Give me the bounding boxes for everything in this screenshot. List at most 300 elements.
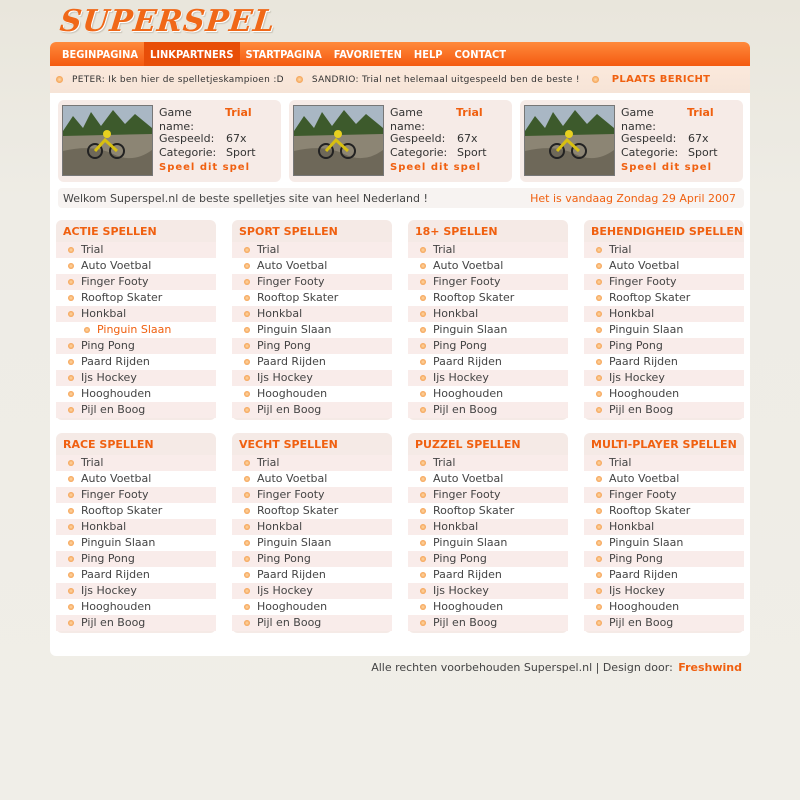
game-link[interactable]: Finger Footy bbox=[433, 488, 501, 501]
category-title[interactable]: 18+ SPELLEN bbox=[415, 225, 498, 238]
bullet-icon bbox=[244, 460, 250, 466]
game-list-item[interactable] bbox=[232, 535, 392, 551]
play-game-link[interactable]: Speel dit spel bbox=[621, 162, 713, 173]
game-link[interactable]: Ijs Hockey bbox=[257, 371, 313, 384]
bullet-icon bbox=[68, 588, 74, 594]
game-list-item[interactable] bbox=[56, 370, 216, 386]
game-link[interactable]: Paard Rijden bbox=[433, 355, 502, 368]
bullet-icon bbox=[68, 343, 74, 349]
game-list-item[interactable] bbox=[56, 242, 216, 258]
game-link[interactable]: Ping Pong bbox=[81, 339, 135, 352]
game-link[interactable]: Pijl en Boog bbox=[257, 616, 322, 629]
nav-contact[interactable]: CONTACT bbox=[454, 48, 507, 61]
game-link[interactable]: Trial bbox=[609, 243, 632, 256]
game-list-item[interactable] bbox=[408, 503, 568, 519]
bullet-icon bbox=[244, 359, 250, 365]
game-link[interactable]: Honkbal bbox=[81, 307, 127, 320]
bullet-icon bbox=[596, 375, 602, 381]
game-thumbnail[interactable] bbox=[293, 105, 384, 176]
game-link[interactable]: Finger Footy bbox=[609, 275, 677, 288]
game-link[interactable]: Finger Footy bbox=[609, 488, 677, 501]
bullet-icon bbox=[68, 540, 74, 546]
game-link[interactable]: Auto Voetbal bbox=[609, 259, 680, 272]
bullet-icon bbox=[68, 492, 74, 498]
game-list-item[interactable] bbox=[584, 567, 744, 583]
game-link[interactable]: Paard Rijden bbox=[609, 355, 678, 368]
category-title[interactable]: MULTI-PLAYER SPELLEN bbox=[591, 438, 737, 451]
game-link[interactable]: Finger Footy bbox=[81, 488, 149, 501]
bullet-icon bbox=[244, 279, 250, 285]
date-text: Het is vandaag Zondag 29 April 2007 bbox=[530, 191, 736, 205]
game-link[interactable]: Pinguin Slaan bbox=[97, 323, 172, 336]
bullet-icon bbox=[596, 327, 602, 333]
bullet-icon bbox=[420, 311, 426, 317]
bullet-icon bbox=[420, 620, 426, 626]
game-list-item[interactable] bbox=[232, 322, 392, 338]
nav-beginpagina[interactable]: BEGINPAGINA bbox=[62, 48, 139, 61]
game-list-item[interactable] bbox=[56, 354, 216, 370]
welcome-text: Welkom Superspel.nl de beste spelletjes site van heel Nederland ! bbox=[63, 191, 428, 205]
game-link[interactable]: Honkbal bbox=[609, 520, 655, 533]
game-list bbox=[408, 455, 568, 633]
bullet-icon bbox=[420, 279, 426, 285]
game-link[interactable]: Pinguin Slaan bbox=[81, 536, 156, 549]
game-link[interactable]: Hooghouden bbox=[257, 600, 328, 613]
game-link[interactable]: Pijl en Boog bbox=[433, 403, 498, 416]
game-list-item[interactable] bbox=[232, 567, 392, 583]
game-list-item[interactable] bbox=[232, 354, 392, 370]
game-link[interactable]: Ijs Hockey bbox=[81, 584, 137, 597]
bullet-icon bbox=[420, 375, 426, 381]
game-list-item[interactable] bbox=[408, 258, 568, 274]
nav-favorieten[interactable]: FAVORIETEN bbox=[333, 48, 402, 61]
game-list-item[interactable] bbox=[408, 242, 568, 258]
game-link[interactable]: Hooghouden bbox=[81, 387, 152, 400]
game-list-item[interactable] bbox=[408, 290, 568, 306]
game-link[interactable]: Pijl en Boog bbox=[81, 403, 146, 416]
game-list-item[interactable] bbox=[56, 519, 216, 535]
game-name[interactable]: Trial bbox=[456, 106, 483, 119]
game-list-item[interactable] bbox=[584, 242, 744, 258]
nav-startpagina[interactable]: STARTPAGINA bbox=[245, 48, 322, 61]
game-list bbox=[56, 242, 216, 420]
game-link[interactable]: Paard Rijden bbox=[81, 355, 150, 368]
designer-link[interactable]: Freshwind bbox=[678, 661, 742, 674]
bullet-icon bbox=[596, 343, 602, 349]
game-link[interactable]: Ijs Hockey bbox=[433, 371, 489, 384]
game-thumbnail-image bbox=[63, 106, 152, 175]
game-link[interactable]: Ijs Hockey bbox=[257, 584, 313, 597]
game-list-item[interactable] bbox=[232, 615, 392, 631]
game-link[interactable]: Ping Pong bbox=[433, 339, 487, 352]
game-link[interactable]: Pijl en Boog bbox=[257, 403, 322, 416]
game-link[interactable]: Auto Voetbal bbox=[433, 259, 504, 272]
game-list-item[interactable] bbox=[584, 471, 744, 487]
game-list-item[interactable] bbox=[56, 567, 216, 583]
bullet-icon bbox=[420, 540, 426, 546]
game-list-item[interactable] bbox=[408, 487, 568, 503]
category-box bbox=[584, 220, 744, 420]
game-list-item[interactable] bbox=[232, 599, 392, 615]
game-list-item[interactable] bbox=[56, 402, 216, 418]
game-link[interactable]: Pijl en Boog bbox=[433, 616, 498, 629]
game-info bbox=[159, 106, 256, 173]
game-list-item[interactable] bbox=[408, 322, 568, 338]
game-list-item[interactable] bbox=[408, 615, 568, 631]
game-link[interactable]: Pinguin Slaan bbox=[609, 323, 684, 336]
game-list-item[interactable] bbox=[584, 599, 744, 615]
bullet-icon bbox=[68, 247, 74, 253]
game-link[interactable]: Rooftop Skater bbox=[81, 504, 163, 517]
bullet-icon bbox=[68, 556, 74, 562]
bullet-icon bbox=[596, 295, 602, 301]
game-link[interactable]: Paard Rijden bbox=[257, 568, 326, 581]
game-list-item[interactable] bbox=[232, 338, 392, 354]
game-link[interactable]: Trial bbox=[433, 456, 456, 469]
category-title[interactable]: RACE SPELLEN bbox=[63, 438, 154, 451]
game-list-item[interactable] bbox=[584, 370, 744, 386]
bullet-icon bbox=[420, 508, 426, 514]
bullet-icon bbox=[420, 343, 426, 349]
played-count: 67x bbox=[226, 132, 247, 145]
game-list-item[interactable] bbox=[56, 471, 216, 487]
footer-text: Alle rechten voorbehouden Superspel.nl | Design door: bbox=[371, 661, 673, 674]
game-link[interactable]: Ping Pong bbox=[257, 339, 311, 352]
game-list-item[interactable] bbox=[408, 599, 568, 615]
category-title[interactable]: ACTIE SPELLEN bbox=[63, 225, 157, 238]
category-box bbox=[232, 433, 392, 633]
game-name-label: Game name: bbox=[390, 106, 425, 133]
game-list-item[interactable] bbox=[584, 503, 744, 519]
game-list-item[interactable] bbox=[56, 551, 216, 567]
game-list-item[interactable] bbox=[232, 519, 392, 535]
game-list-item[interactable] bbox=[408, 455, 568, 471]
game-list-item[interactable] bbox=[584, 615, 744, 631]
category-title[interactable]: PUZZEL SPELLEN bbox=[415, 438, 521, 451]
game-list-item[interactable] bbox=[408, 551, 568, 567]
game-list-item[interactable] bbox=[584, 519, 744, 535]
bullet-icon bbox=[420, 359, 426, 365]
game-link[interactable]: Auto Voetbal bbox=[257, 472, 328, 485]
game-list bbox=[408, 242, 568, 420]
message-ticker bbox=[50, 66, 750, 94]
post-message-link[interactable]: PLAATS BERICHT bbox=[611, 74, 711, 85]
play-game-link[interactable]: Speel dit spel bbox=[390, 162, 482, 173]
bullet-icon bbox=[244, 391, 250, 397]
game-link[interactable]: Auto Voetbal bbox=[609, 472, 680, 485]
game-list-item[interactable] bbox=[232, 402, 392, 418]
game-list-item[interactable] bbox=[408, 535, 568, 551]
bullet-icon bbox=[420, 604, 426, 610]
game-list-item[interactable] bbox=[232, 386, 392, 402]
game-list-item[interactable] bbox=[56, 503, 216, 519]
game-link[interactable]: Pijl en Boog bbox=[609, 616, 674, 629]
game-link[interactable]: Paard Rijden bbox=[609, 568, 678, 581]
game-link[interactable]: Auto Voetbal bbox=[81, 259, 152, 272]
bullet-icon bbox=[420, 295, 426, 301]
bullet-icon bbox=[420, 391, 426, 397]
game-link[interactable]: Pijl en Boog bbox=[609, 403, 674, 416]
game-list-item[interactable] bbox=[408, 370, 568, 386]
ticker-message: SANDRIO: Trial net helemaal uitgespeeld ben de beste ! bbox=[311, 74, 580, 85]
game-list-item[interactable] bbox=[584, 386, 744, 402]
game-link[interactable]: Ijs Hockey bbox=[609, 584, 665, 597]
category-title[interactable]: SPORT SPELLEN bbox=[239, 225, 338, 238]
game-list-item[interactable] bbox=[584, 290, 744, 306]
game-thumbnail-image bbox=[525, 106, 614, 175]
bullet-icon bbox=[68, 460, 74, 466]
game-list-item[interactable] bbox=[232, 487, 392, 503]
game-link[interactable]: Hooghouden bbox=[609, 600, 680, 613]
game-link[interactable]: Trial bbox=[433, 243, 456, 256]
bullet-icon bbox=[420, 263, 426, 269]
game-list-item[interactable] bbox=[408, 386, 568, 402]
bullet-icon bbox=[596, 620, 602, 626]
game-link[interactable]: Rooftop Skater bbox=[257, 291, 339, 304]
game-name[interactable]: Trial bbox=[687, 106, 714, 119]
bullet-icon bbox=[68, 311, 74, 317]
game-list bbox=[584, 455, 744, 633]
game-link[interactable]: Honkbal bbox=[257, 307, 303, 320]
category-value: Sport bbox=[226, 146, 256, 159]
bullet-icon bbox=[596, 572, 602, 578]
game-list-item[interactable] bbox=[584, 402, 744, 418]
game-list-item[interactable] bbox=[56, 455, 216, 471]
game-link[interactable]: Ijs Hockey bbox=[609, 371, 665, 384]
game-link[interactable]: Finger Footy bbox=[257, 488, 325, 501]
game-list-item[interactable] bbox=[56, 322, 216, 338]
game-link[interactable]: Rooftop Skater bbox=[257, 504, 339, 517]
bullet-icon bbox=[596, 540, 602, 546]
game-link[interactable]: Pinguin Slaan bbox=[257, 323, 332, 336]
game-list-item[interactable] bbox=[232, 290, 392, 306]
game-list-item[interactable] bbox=[408, 306, 568, 322]
bullet-icon bbox=[244, 620, 250, 626]
category-title[interactable]: BEHENDIGHEID SPELLEN bbox=[591, 225, 744, 238]
bullet-icon bbox=[68, 572, 74, 578]
game-link[interactable]: Paard Rijden bbox=[433, 568, 502, 581]
game-list-item[interactable] bbox=[408, 338, 568, 354]
game-link[interactable]: Pinguin Slaan bbox=[609, 536, 684, 549]
bullet-icon bbox=[596, 524, 602, 530]
game-link[interactable]: Rooftop Skater bbox=[433, 504, 515, 517]
game-list-item[interactable] bbox=[408, 471, 568, 487]
game-info bbox=[390, 106, 487, 173]
game-link[interactable]: Trial bbox=[81, 456, 104, 469]
bullet-icon bbox=[84, 327, 90, 333]
game-list-item[interactable] bbox=[232, 503, 392, 519]
game-link[interactable]: Honkbal bbox=[609, 307, 655, 320]
game-list-item[interactable] bbox=[408, 274, 568, 290]
game-link[interactable]: Paard Rijden bbox=[81, 568, 150, 581]
game-link[interactable]: Trial bbox=[257, 456, 280, 469]
bullet-icon bbox=[244, 311, 250, 317]
game-link[interactable]: Hooghouden bbox=[81, 600, 152, 613]
game-link[interactable]: Ping Pong bbox=[81, 552, 135, 565]
game-list-item[interactable] bbox=[56, 290, 216, 306]
game-list-item[interactable] bbox=[584, 306, 744, 322]
game-list-item[interactable] bbox=[232, 274, 392, 290]
game-link[interactable]: Rooftop Skater bbox=[81, 291, 163, 304]
bullet-icon bbox=[596, 407, 602, 413]
bullet-icon bbox=[68, 476, 74, 482]
game-link[interactable]: Pinguin Slaan bbox=[257, 536, 332, 549]
bullet-icon bbox=[596, 604, 602, 610]
footer bbox=[371, 661, 742, 674]
bullet-icon bbox=[420, 407, 426, 413]
site-logo[interactable]: SUPERSPEL bbox=[58, 4, 278, 39]
game-link[interactable]: Rooftop Skater bbox=[433, 291, 515, 304]
bullet-icon bbox=[244, 508, 250, 514]
game-list-item[interactable] bbox=[408, 567, 568, 583]
game-list-item[interactable] bbox=[56, 386, 216, 402]
game-list-item[interactable] bbox=[56, 338, 216, 354]
game-link[interactable]: Finger Footy bbox=[81, 275, 149, 288]
bullet-icon bbox=[68, 391, 74, 397]
game-link[interactable]: Trial bbox=[81, 243, 104, 256]
game-name-label: Game name: bbox=[159, 106, 194, 133]
bullet-icon bbox=[244, 327, 250, 333]
game-link[interactable]: Ijs Hockey bbox=[81, 371, 137, 384]
game-list-item[interactable] bbox=[584, 338, 744, 354]
game-list-item[interactable] bbox=[584, 274, 744, 290]
bullet-icon bbox=[596, 247, 602, 253]
main-container bbox=[50, 42, 750, 656]
bullet-icon bbox=[244, 343, 250, 349]
game-list-item[interactable] bbox=[584, 583, 744, 599]
bullet-icon bbox=[68, 407, 74, 413]
game-thumbnail[interactable] bbox=[62, 105, 153, 176]
game-link[interactable]: Honkbal bbox=[433, 520, 479, 533]
game-link[interactable]: Pinguin Slaan bbox=[433, 536, 508, 549]
game-link[interactable]: Pinguin Slaan bbox=[433, 323, 508, 336]
game-link[interactable]: Trial bbox=[257, 243, 280, 256]
game-thumbnail[interactable] bbox=[524, 105, 615, 176]
category-title[interactable]: VECHT SPELLEN bbox=[239, 438, 338, 451]
bullet-icon bbox=[68, 279, 74, 285]
game-link[interactable]: Pijl en Boog bbox=[81, 616, 146, 629]
game-list-item[interactable] bbox=[56, 535, 216, 551]
game-link[interactable]: Auto Voetbal bbox=[257, 259, 328, 272]
game-list-item[interactable] bbox=[232, 583, 392, 599]
game-list-item[interactable] bbox=[56, 599, 216, 615]
bullet-icon bbox=[420, 524, 426, 530]
game-list-item[interactable] bbox=[232, 455, 392, 471]
game-link[interactable]: Auto Voetbal bbox=[433, 472, 504, 485]
game-list-item[interactable] bbox=[232, 370, 392, 386]
game-list-item[interactable] bbox=[232, 242, 392, 258]
game-list-item[interactable] bbox=[408, 402, 568, 418]
bullet-icon bbox=[244, 540, 250, 546]
game-link[interactable]: Honkbal bbox=[81, 520, 127, 533]
bullet-icon bbox=[244, 375, 250, 381]
game-list bbox=[584, 242, 744, 420]
game-list-item[interactable] bbox=[408, 519, 568, 535]
bullet-icon bbox=[420, 460, 426, 466]
game-list-item[interactable] bbox=[584, 487, 744, 503]
game-link[interactable]: Ping Pong bbox=[609, 339, 663, 352]
game-list-item[interactable] bbox=[584, 258, 744, 274]
game-link[interactable]: Rooftop Skater bbox=[609, 504, 691, 517]
played-label: Gespeeld: bbox=[390, 132, 446, 145]
game-link[interactable]: Paard Rijden bbox=[257, 355, 326, 368]
game-list-item[interactable] bbox=[408, 583, 568, 599]
game-list-item[interactable] bbox=[584, 551, 744, 567]
bullet-icon bbox=[68, 295, 74, 301]
nav-linkpartners[interactable]: LINKPARTNERS bbox=[144, 42, 240, 66]
category-box bbox=[232, 220, 392, 420]
game-link[interactable]: Rooftop Skater bbox=[609, 291, 691, 304]
category-box bbox=[408, 433, 568, 633]
bullet-icon bbox=[592, 76, 599, 83]
game-name[interactable]: Trial bbox=[225, 106, 252, 119]
bullet-icon bbox=[244, 572, 250, 578]
game-link[interactable]: Ping Pong bbox=[257, 552, 311, 565]
game-list-item[interactable] bbox=[56, 258, 216, 274]
played-label: Gespeeld: bbox=[159, 132, 215, 145]
nav-help[interactable]: HELP bbox=[413, 48, 443, 61]
bullet-icon bbox=[420, 588, 426, 594]
game-link[interactable]: Honkbal bbox=[257, 520, 303, 533]
bullet-icon bbox=[596, 279, 602, 285]
bullet-icon bbox=[68, 524, 74, 530]
bullet-icon bbox=[244, 247, 250, 253]
game-list-item[interactable] bbox=[584, 354, 744, 370]
game-list-item[interactable] bbox=[232, 471, 392, 487]
game-link[interactable]: Hooghouden bbox=[433, 387, 504, 400]
game-name-label: Game name: bbox=[621, 106, 656, 133]
category-value: Sport bbox=[457, 146, 487, 159]
bullet-icon bbox=[244, 263, 250, 269]
game-link[interactable]: Finger Footy bbox=[433, 275, 501, 288]
game-link[interactable]: Auto Voetbal bbox=[81, 472, 152, 485]
game-link[interactable]: Hooghouden bbox=[257, 387, 328, 400]
game-list-item[interactable] bbox=[56, 615, 216, 631]
game-link[interactable]: Finger Footy bbox=[257, 275, 325, 288]
game-list-item[interactable] bbox=[56, 274, 216, 290]
game-link[interactable]: Hooghouden bbox=[609, 387, 680, 400]
game-list-item[interactable] bbox=[408, 354, 568, 370]
welcome-bar bbox=[58, 188, 744, 208]
game-list-item[interactable] bbox=[232, 551, 392, 567]
game-list-item[interactable] bbox=[584, 322, 744, 338]
game-list-item[interactable] bbox=[56, 487, 216, 503]
category-value: Sport bbox=[688, 146, 718, 159]
game-list-item[interactable] bbox=[56, 306, 216, 322]
game-link[interactable]: Hooghouden bbox=[433, 600, 504, 613]
game-list-item[interactable] bbox=[232, 306, 392, 322]
bullet-icon bbox=[296, 76, 303, 83]
bullet-icon bbox=[596, 492, 602, 498]
game-link[interactable]: Trial bbox=[609, 456, 632, 469]
game-link[interactable]: Honkbal bbox=[433, 307, 479, 320]
category-box bbox=[56, 220, 216, 420]
bullet-icon bbox=[244, 492, 250, 498]
game-list bbox=[232, 455, 392, 633]
bullet-icon bbox=[420, 572, 426, 578]
game-link[interactable]: Ijs Hockey bbox=[433, 584, 489, 597]
game-thumbnail-image bbox=[294, 106, 383, 175]
bullet-icon bbox=[244, 588, 250, 594]
game-link[interactable]: Ping Pong bbox=[433, 552, 487, 565]
play-game-link[interactable]: Speel dit spel bbox=[159, 162, 251, 173]
game-list-item[interactable] bbox=[584, 535, 744, 551]
game-list-item[interactable] bbox=[232, 258, 392, 274]
game-link[interactable]: Ping Pong bbox=[609, 552, 663, 565]
category-box bbox=[584, 433, 744, 633]
game-list-item[interactable] bbox=[56, 583, 216, 599]
game-list-item[interactable] bbox=[584, 455, 744, 471]
